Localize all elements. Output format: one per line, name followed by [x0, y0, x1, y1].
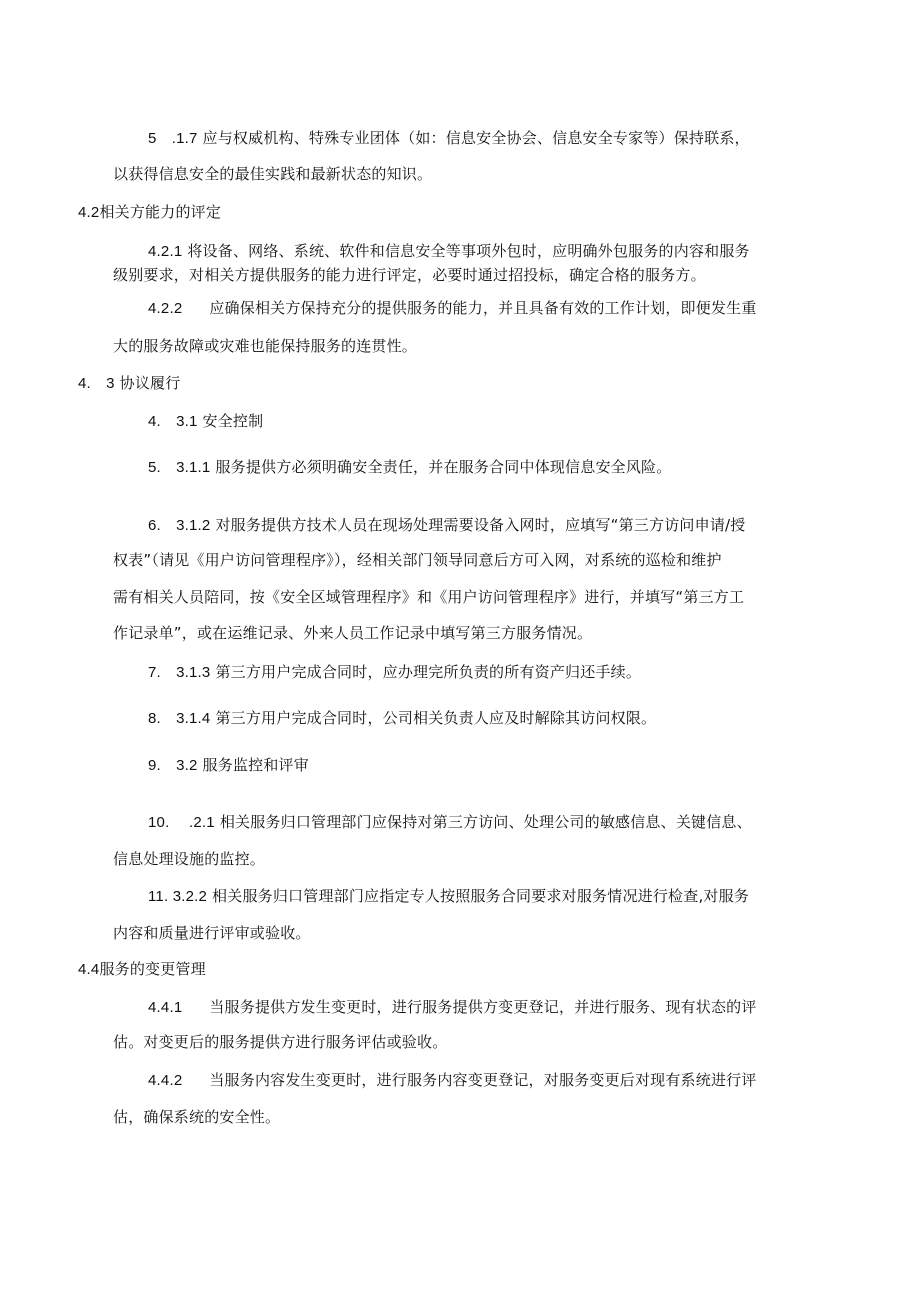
heading-title: 服务的变更管理	[99, 960, 206, 978]
heading-title: 服务监控和评审	[202, 756, 309, 774]
para-text: 相关服务归口管理部门应指定专人按照服务合同要求对服务情况进行检查,对服务	[212, 887, 750, 905]
para-text: 第三方用户完成合同时，应办理完所负责的所有资产归还手续。	[215, 663, 642, 681]
para-number: 8. 3.1.4	[148, 710, 211, 727]
heading-number: 9. 3.2	[148, 757, 198, 774]
para-number: 4.2.1	[148, 243, 183, 260]
para-10-2-1-line2: 信息处理设施的监控。	[113, 850, 266, 868]
para-text: 应确保相关方保持充分的提供服务的能力，并且具备有效的工作计划，即便发生重	[209, 299, 757, 317]
para-text: 相关服务归口管理部门应保持对第三方访问、处理公司的敏感信息、关键信息、	[219, 813, 752, 831]
para-11-3-2-2-line2: 内容和质量进行评审或验收。	[113, 924, 311, 942]
para-6-3-1-2-line4: 作记录单”，或在运维记录、外来人员工作记录中填写第三方服务情况。	[113, 624, 593, 642]
para-text: 当服务内容发生变更时，进行服务内容变更登记，对服务变更后对现有系统进行评	[209, 1071, 757, 1089]
para-5-3-1-1	[148, 456, 671, 479]
para-number: 10. .2.1	[148, 814, 215, 831]
para-number: 5 .1.7	[148, 130, 198, 147]
para-text: 将设备、网络、系统、软件和信息安全等事项外包时，应明确外包服务的内容和服务	[187, 242, 750, 260]
para-text: 应与权威机构、特殊专业团体（如：信息安全协会、信息安全专家等）保持联系，	[202, 129, 750, 147]
para-4-2-1-line2: 级别要求，对相关方提供服务的能力进行评定，必要时通过招投标，确定合格的服务方。	[113, 266, 706, 284]
para-number: 7. 3.1.3	[148, 664, 211, 681]
para-6-3-1-2-line2: 权表”（请见《用户访问管理程序》），经相关部门领导同意后方可入网，对系统的巡检和维护	[113, 551, 722, 569]
para-text: 服务提供方必须明确安全责任，并在服务合同中体现信息安全风险。	[215, 458, 672, 476]
para-4-4-1-line2: 估。对变更后的服务提供方进行服务评估或验收。	[113, 1033, 448, 1051]
heading-number: 4. 3.1	[148, 413, 198, 430]
para-number: 11. 3.2.2	[148, 888, 208, 905]
para-8-3-1-4	[148, 707, 656, 730]
para-number: 4.2.2	[148, 300, 183, 317]
section-heading-9-3-2	[148, 754, 309, 777]
para-4-4-2-line2: 估，确保系统的安全性。	[113, 1108, 281, 1126]
para-4-4-2-line1	[148, 1069, 757, 1092]
para-4-2-2-line1	[148, 297, 757, 320]
para-11-3-2-2-line1	[148, 885, 749, 908]
para-text: 对服务提供方技术人员在现场处理需要设备入网时，应填写“第三方访问申请/授	[215, 516, 746, 534]
para-6-3-1-2-line1	[148, 514, 745, 537]
heading-title: 安全控制	[202, 412, 264, 430]
para-number: 6. 3.1.2	[148, 517, 211, 534]
para-number: 4.4.1	[148, 999, 183, 1016]
para-6-3-1-2-line3: 需有相关人员陪同，按《安全区域管理程序》和《用户访问管理程序》进行，并填写“第三方工	[113, 588, 745, 606]
para-text: 第三方用户完成合同时，公司相关负责人应及时解除其访问权限。	[215, 709, 657, 727]
para-4-2-1-line1	[148, 240, 750, 263]
para-7-3-1-3	[148, 661, 641, 684]
section-heading-4-3-1	[148, 410, 263, 433]
heading-title: 相关方能力的评定	[99, 203, 222, 221]
heading-number: 4.4	[78, 961, 100, 978]
section-heading-4-4	[78, 958, 206, 981]
para-5-1-7-line2: 以获得信息安全的最佳实践和最新状态的知识。	[113, 165, 433, 183]
heading-title: 协议履行	[119, 374, 181, 392]
heading-number: 4.2	[78, 204, 100, 221]
para-number: 4.4.2	[148, 1072, 183, 1089]
para-4-2-2-line2: 大的服务故障或灾难也能保持服务的连贯性。	[113, 337, 418, 355]
para-5-1-7-line1	[148, 127, 750, 150]
section-heading-4-3	[78, 372, 180, 395]
section-heading-4-2	[78, 201, 221, 224]
para-number: 5. 3.1.1	[148, 459, 211, 476]
para-4-4-1-line1	[148, 996, 757, 1019]
para-text: 当服务提供方发生变更时，进行服务提供方变更登记，并进行服务、现有状态的评	[209, 998, 757, 1016]
heading-number: 4. 3	[78, 375, 115, 392]
para-10-2-1-line1	[148, 811, 752, 834]
